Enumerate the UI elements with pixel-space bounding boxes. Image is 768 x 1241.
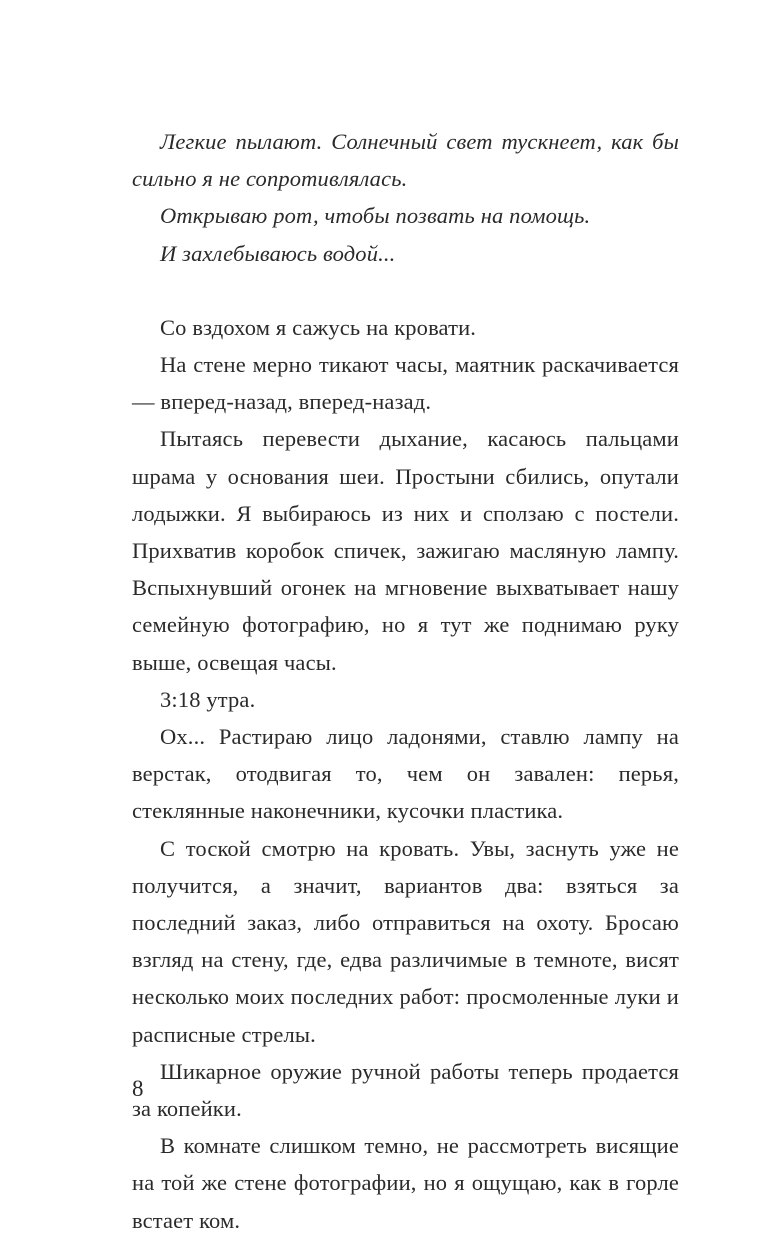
italic-paragraph: И захлебываюсь водой... bbox=[160, 240, 396, 266]
section-break bbox=[132, 272, 679, 309]
paragraph: На стене мерно тикают часы, маятник раскачивается — вперед-назад, вперед-назад. bbox=[132, 352, 679, 415]
paragraph: 3:18 утра. bbox=[160, 686, 256, 712]
italic-paragraph: Легкие пылают. Солнечный свет тускнеет, как бы сильно я не сопротивлялась. bbox=[132, 129, 679, 192]
paragraph: В комнате слишком темно, не рассмотреть висящие на той же стене фотографии, но я ощущаю, как в горле встает ком. bbox=[132, 1133, 679, 1233]
page-number: 8 bbox=[132, 1076, 144, 1101]
paragraph: Со вздохом я сажусь на кровати. bbox=[160, 314, 477, 340]
paragraph: Ох... Растираю лицо ладонями, ставлю лампу на верстак, отодвигая то, чем он завален: перья, стеклянные наконечники, кусочки пластика. bbox=[132, 724, 679, 824]
paragraph: Пытаясь перевести дыхание, касаюсь пальцами шрама у основания шеи. Простыни сбились, опутали лодыжки. Я выбираюсь из них и сползаю с постели. Прихватив коробок спичек, зажигаю масляную лампу. Вспыхнувший огонек на мгновение выхватывает нашу семейную фотографию, но я тут же поднимаю руку выше, освещая часы. bbox=[132, 426, 679, 675]
paragraph: Шикарное оружие ручной работы теперь продается за копейки. bbox=[132, 1058, 679, 1122]
text-block bbox=[132, 123, 679, 1239]
italic-paragraph: Открываю рот, чтобы позвать на помощь. bbox=[160, 203, 591, 229]
paragraph: С тоской смотрю на кровать. Увы, заснуть уже не получится, а значит, вариантов два: взяться за последний заказ, либо отправиться на охоту. Бросаю взгляд на стену, где, едва различимые в темноте, висят несколько моих последних работ: просмоленные луки и расписные стрелы. bbox=[132, 835, 679, 1047]
